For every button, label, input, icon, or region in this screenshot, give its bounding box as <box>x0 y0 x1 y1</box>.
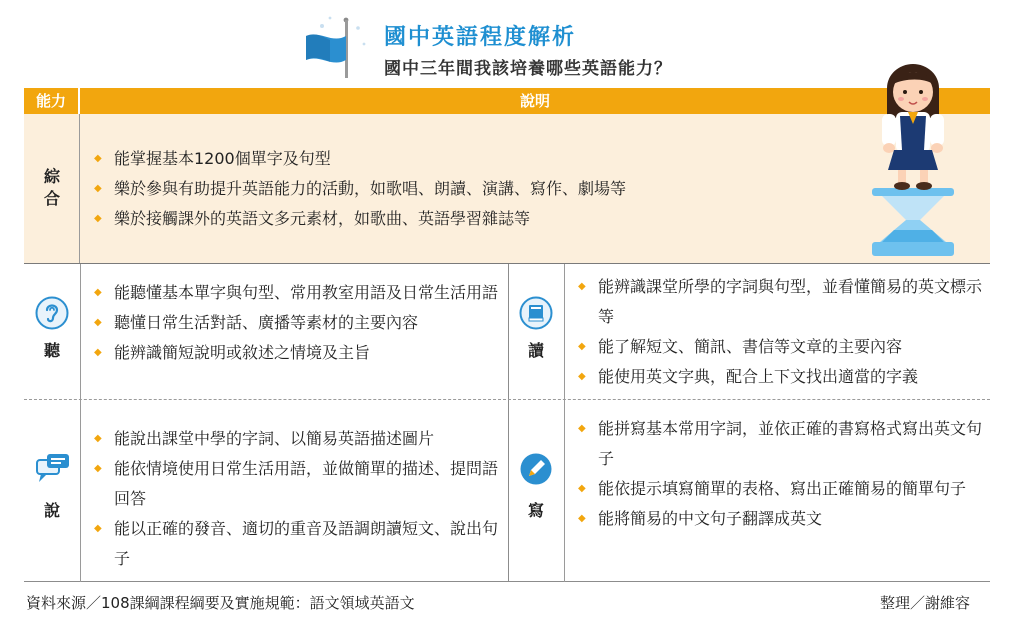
overall-label-2: 合 <box>43 189 60 208</box>
list-item: ◆ 能依情境使用日常生活用語，並做簡單的描述、提問語回答 <box>94 454 500 514</box>
ability-table <box>24 88 990 582</box>
list-item: ◆ 能辨識課堂所學的字詞與句型，並看懂簡易的英文標示等 <box>578 272 990 332</box>
overall-label-1: 綜 <box>43 167 60 186</box>
source-note: 資料來源／108課綱課程綱要及實施規範：語文領域英語文 <box>26 594 415 612</box>
ear-icon <box>35 296 69 330</box>
list-item: ◆ 能聽懂基本單字與句型、常用教室用語及日常生活用語 <box>94 278 500 308</box>
reading-label: 讀 <box>527 341 544 360</box>
listening-list <box>94 278 500 368</box>
flag-icon <box>300 14 372 80</box>
table-row-listen-read <box>24 264 990 400</box>
page-subtitle: 國中三年間我該培養哪些英語能力？ <box>384 59 672 79</box>
speaking-label: 說 <box>43 501 60 520</box>
overall-label-cell <box>24 114 80 263</box>
overall-list <box>94 144 854 234</box>
list-item: ◆ 能依提示填寫簡單的表格、寫出正確簡易的簡單句子 <box>578 474 990 504</box>
list-item: ◆ 能說出課堂中學的字詞、以簡易英語描述圖片 <box>94 424 500 454</box>
list-item: ◆ 能以正確的發音、適切的重音及語調朗讀短文、說出句子 <box>94 514 500 574</box>
list-item: ◆ 能使用英文字典，配合上下文找出適當的字義 <box>578 362 990 392</box>
list-item: ◆ 聽懂日常生活對話、廣播等素材的主要內容 <box>94 308 500 338</box>
list-item: ◆ 能掌握基本1200個單字及句型 <box>94 144 854 174</box>
list-item: ◆ 能將簡易的中文句子翻譯成英文 <box>578 504 990 534</box>
header <box>300 10 720 80</box>
pencil-icon <box>519 452 553 486</box>
speech-bubble-icon <box>35 452 71 486</box>
student-hourglass-illustration <box>858 52 968 262</box>
book-icon <box>519 296 553 330</box>
list-item: ◆ 樂於參與有助提升英語能力的活動，如歌唱、朗讀、演講、寫作、劇場等 <box>94 174 854 204</box>
speaking-list <box>94 424 500 574</box>
reading-list <box>578 272 990 392</box>
page-title: 國中英語程度解析 <box>384 24 577 50</box>
table-header <box>24 88 990 114</box>
table-row-speak-write <box>24 400 990 582</box>
list-item: ◆ 能拼寫基本常用字詞，並依正確的書寫格式寫出英文句子 <box>578 414 990 474</box>
list-item: ◆ 樂於接觸課外的英語文多元素材，如歌曲、英語學習雜誌等 <box>94 204 854 234</box>
listening-label: 聽 <box>43 341 60 360</box>
list-item: ◆ 能了解短文、簡訊、書信等文章的主要內容 <box>578 332 990 362</box>
header-description: 說明 <box>519 92 550 110</box>
list-item: ◆ 能辨識簡短說明或敘述之情境及主旨 <box>94 338 500 368</box>
writing-list <box>578 414 990 534</box>
header-ability: 能力 <box>24 88 80 114</box>
credit-note: 整理／謝維容 <box>880 594 971 612</box>
table-row-overall <box>24 114 990 264</box>
writing-label: 寫 <box>527 501 544 520</box>
